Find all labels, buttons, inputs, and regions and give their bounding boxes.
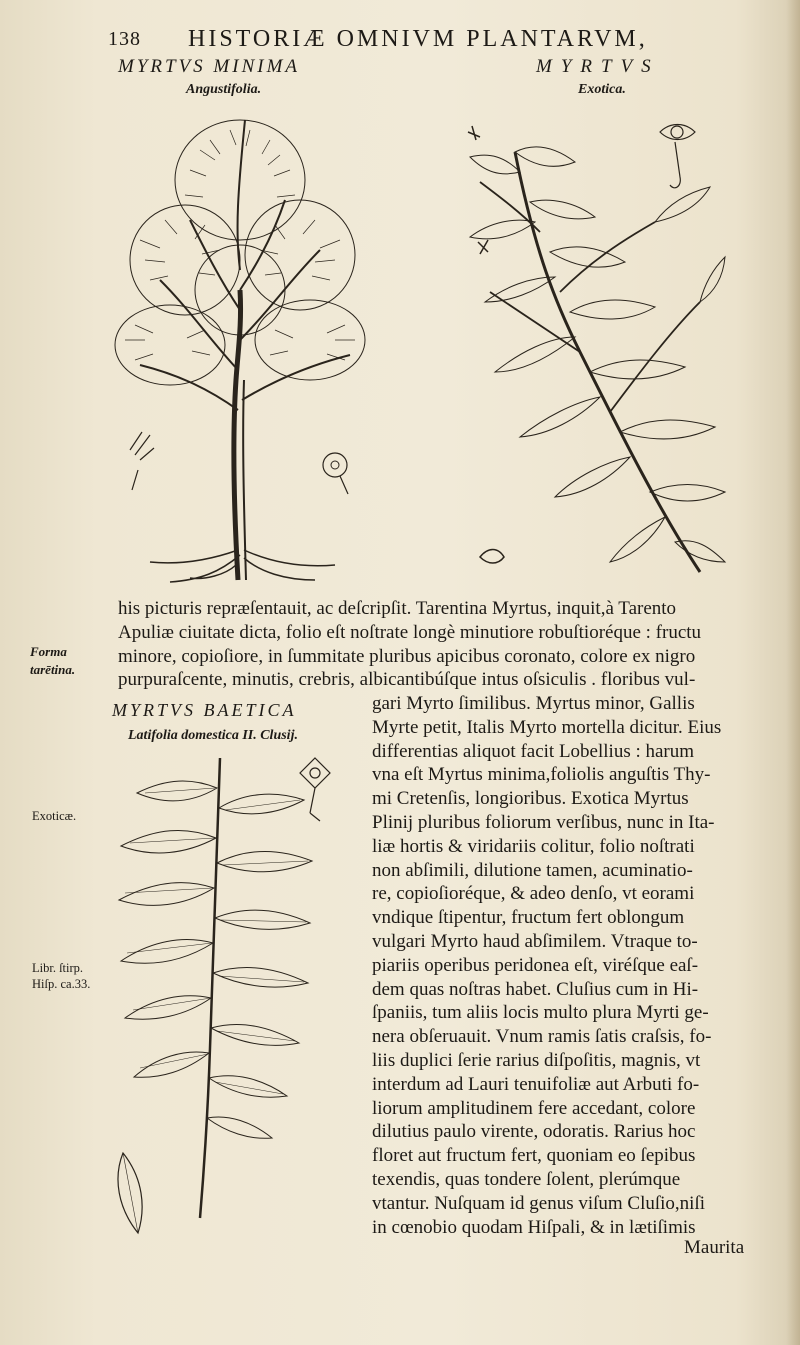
text-line: Apuliæ ciuitate dicta, folio eſt noſtrate longè minutiore robuſtioréque : fructu bbox=[118, 621, 702, 643]
text-line: vndique ſtipentur, fructum fert oblongum bbox=[372, 907, 685, 929]
text-line: Plinij pluribus foliorum verſibus, nunc in Ita- bbox=[372, 811, 715, 833]
margin-note-forma bbox=[30, 643, 75, 679]
text-block-column bbox=[372, 692, 766, 1239]
text-line: ſpaniis, tum aliis locis multo plura Myrti ge- bbox=[372, 1002, 709, 1024]
text-line: purpuraſcente, minutis, crebris, albicantibúſque intus oſsiculis . floribus vul- bbox=[118, 669, 696, 691]
text-line: re, copioſioréque, & adeo denſo, vt eorami bbox=[372, 883, 695, 905]
text-line: floret aut fructum fert, quoniam eo ſepibus bbox=[372, 1145, 696, 1167]
margin-note-line: tarētina. bbox=[30, 662, 76, 677]
running-header bbox=[108, 26, 668, 52]
woodcut-myrtus-exotica bbox=[460, 112, 730, 587]
text-line: liis duplici ſerie rarius diſpoſitis, magnis, vt bbox=[372, 1049, 701, 1071]
text-line: texendis, quas tondere ſolent, plerúmque bbox=[372, 1168, 681, 1190]
text-line: gari Myrto ſimilibus. Myrtus minor, Gallis bbox=[372, 693, 695, 714]
text-line: mi Cretenſis, longioribus. Exotica Myrtus bbox=[372, 788, 689, 810]
text-line: non abſimili, dilutione tamen, acuminatio- bbox=[372, 859, 693, 881]
text-line: liæ hortis & viridariis colitur, folio noſtrati bbox=[372, 835, 695, 857]
text-line: vna eſt Myrtus minima,foliolis anguſtis Thy- bbox=[372, 764, 711, 786]
text-line: vulgari Myrto haud abſimilem. Vtraque to- bbox=[372, 930, 698, 952]
margin-note-line: Forma bbox=[30, 644, 67, 659]
text-line: minore, copioſiore, in ſummitate pluribus apicibus coronato, colore ex nigro bbox=[118, 645, 696, 667]
text-line: differentias aliquot facit Lobellius : harum bbox=[372, 740, 695, 762]
text-line: nera obſeruauit. Vnum ramis ſatis craſsis, fo- bbox=[372, 1026, 712, 1048]
figure-2-subtitle: Exotica. bbox=[578, 82, 626, 97]
woodcut-myrtus-minima bbox=[110, 110, 370, 585]
figure-1-title: MYRTVS MINIMA bbox=[118, 56, 301, 77]
text-line: dilutius paulo virente, odoratis. Rarius hoc bbox=[372, 1121, 696, 1143]
text-line: liorum amplitudinem fere accedant, colore bbox=[372, 1097, 696, 1119]
text-block-full-width bbox=[118, 597, 766, 692]
catchword: Maurita bbox=[684, 1237, 745, 1258]
figure-2-title: MYRTVS bbox=[536, 56, 660, 77]
margin-note-reference bbox=[32, 960, 90, 992]
figure-1-subtitle: Angustifolia. bbox=[186, 82, 262, 97]
text-line: in cœnobio quodam Hiſpali, & in lætiſimis bbox=[372, 1216, 696, 1238]
margin-note-line: Hiſp. ca.33. bbox=[32, 977, 91, 991]
margin-note-exoticae: Exoticæ. bbox=[32, 809, 77, 823]
page-number: 138 bbox=[108, 28, 141, 50]
text-line: Myrte petit, Italis Myrto mortella dicitur. Eius bbox=[372, 716, 722, 738]
text-line: his picturis repræſentauit, ac deſcripſit. Tarentina Myrtus, inquit,à Tarento bbox=[118, 598, 677, 619]
figure-3-subtitle: Latifolia domestica II. Clusij. bbox=[128, 728, 298, 743]
text-line: interdum ad Lauri tenuifoliæ aut Arbuti fo- bbox=[372, 1073, 700, 1095]
page-edge-shadow bbox=[786, 0, 800, 1345]
woodcut-myrtus-baetica bbox=[105, 748, 355, 1238]
text-line: vtantur. Nuſquam id genus viſum Cluſio,niſi bbox=[372, 1192, 706, 1214]
text-line: piariis operibus peridonea eſt, viréſque eaſ- bbox=[372, 954, 699, 976]
text-line: dem quas noſtras habet. Cluſius cum in Hi- bbox=[372, 978, 699, 1000]
margin-note-line: Libr. ſtirp. bbox=[32, 961, 84, 975]
running-title: HISTORIÆ OMNIVM PLANTARVM, bbox=[188, 26, 648, 52]
figure-3-title: MYRTVS BAETICA bbox=[112, 700, 297, 720]
